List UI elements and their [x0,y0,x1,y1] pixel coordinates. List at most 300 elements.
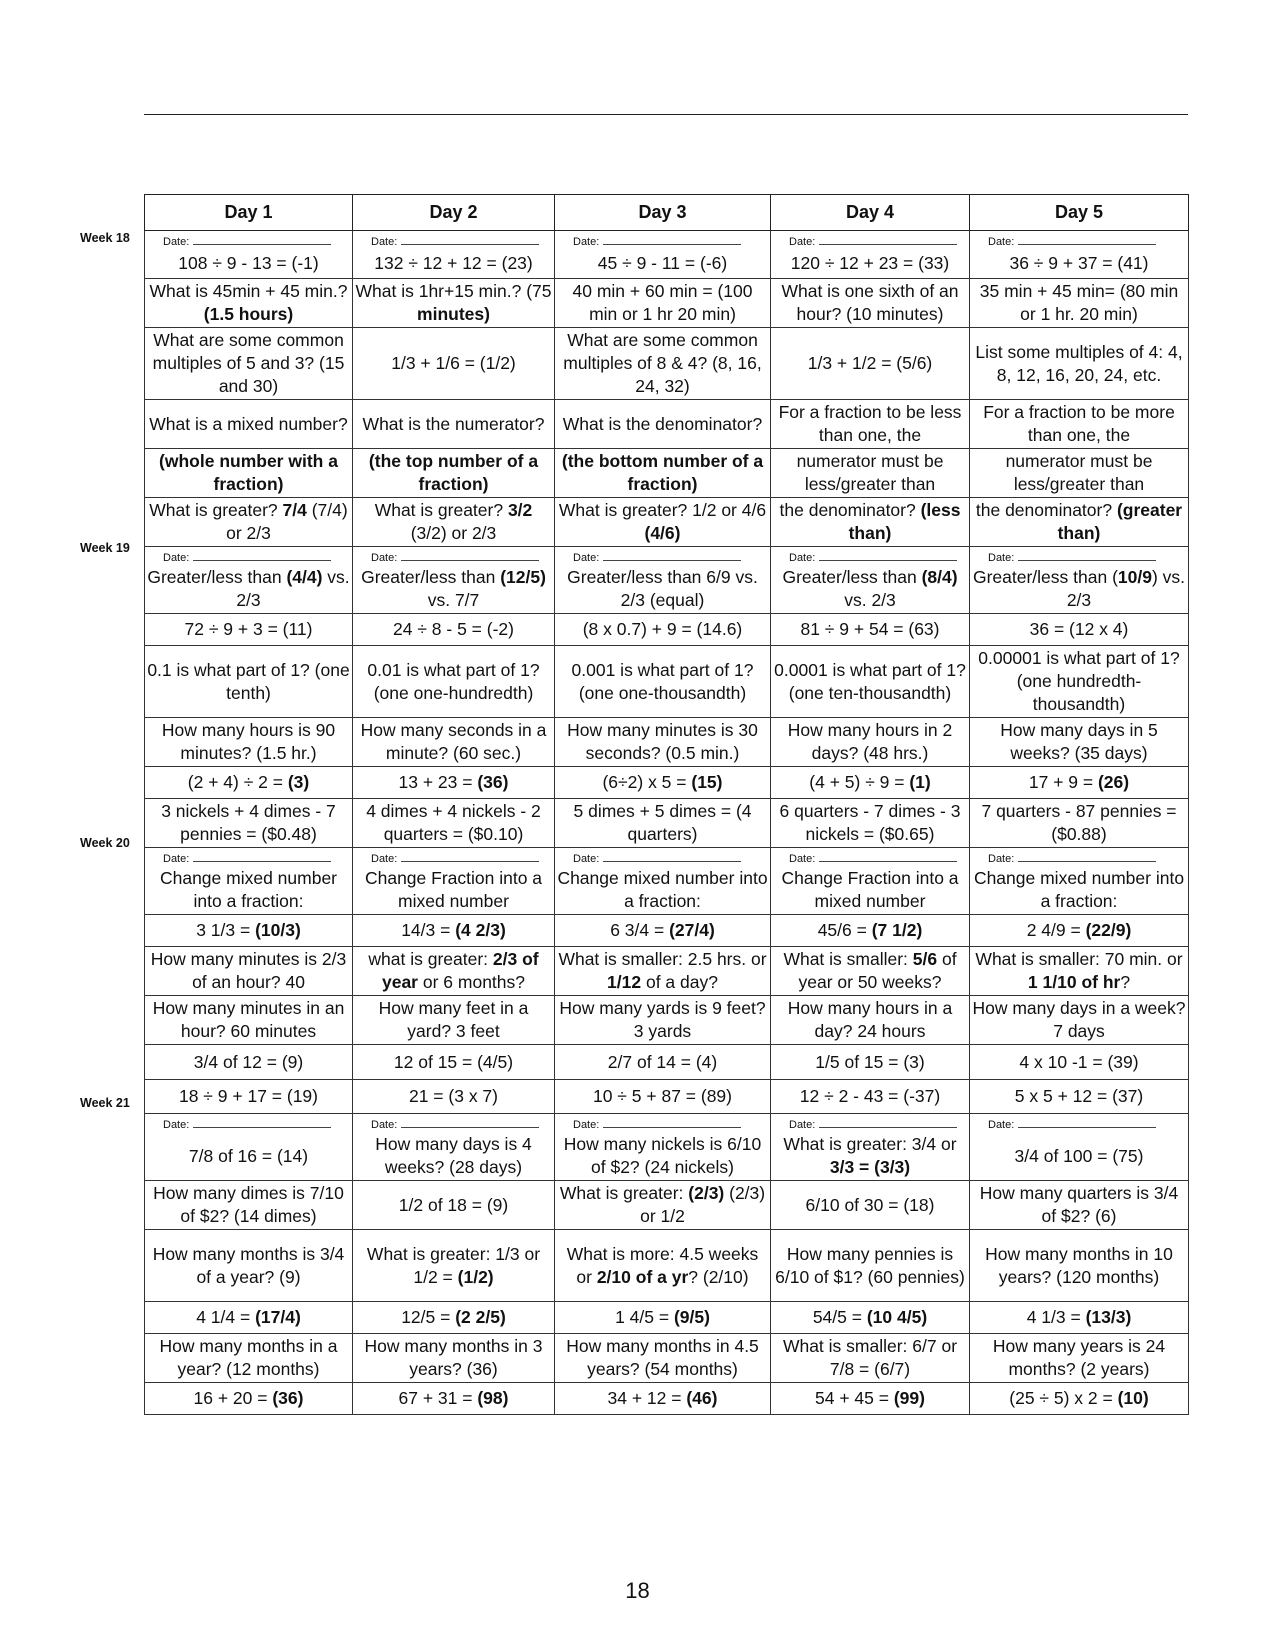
problem-cell [555,449,771,498]
table-row [145,565,1189,614]
date-field[interactable] [145,547,353,566]
answer-text: (whole number with a fraction) [159,451,338,494]
problem-cell [970,947,1189,996]
problem-text: 4 dimes + 4 nickels - 2 quarters = ($0.10) [366,801,541,844]
date-field[interactable] [555,848,771,867]
date-field[interactable] [771,848,970,867]
problem-cell [145,799,353,848]
date-blank-line [819,234,957,245]
answer-text: (1/2) [457,1266,494,1287]
problem-text: 120 ÷ 12 + 23 = (33) [790,253,950,273]
problem-text: For a fraction to be more than one, the [983,402,1175,445]
table-body [145,231,1189,1415]
problem-cell [145,614,353,646]
problem-cell [771,1181,970,1230]
problem-cell [353,328,555,400]
problem-cell [555,915,771,947]
problem-cell [555,498,771,547]
date-label: Date: [573,1119,600,1131]
date-blank-line [401,550,539,561]
problem-cell [555,947,771,996]
answer-text: (4 2/3) [455,920,506,940]
problem-cell [771,1045,970,1080]
problem-text: Change mixed number into a fraction: [973,868,1185,911]
date-field[interactable] [353,547,555,566]
problem-text: What is a mixed number? [149,413,348,434]
problem-cell [771,249,970,279]
answer-text: (7 1/2) [871,920,923,940]
answer-text: (12/5) [500,567,546,587]
problem-cell [555,1132,771,1181]
problem-text: What is greater? [374,500,508,520]
problem-text: 4 x 10 -1 = (39) [1019,1051,1139,1072]
date-blank-line [193,550,331,561]
problem-cell [145,1230,353,1302]
problem-text: What is the numerator? [362,413,545,434]
problem-cell [145,1181,353,1230]
problem-text: 0.01 is what part of 1? (one one-hundredth) [367,659,540,703]
problem-text: 1 4/5 = [615,1307,674,1327]
problem-text: (7/4) or 2/3 [226,500,348,543]
table-row [145,1181,1189,1230]
problem-cell [145,449,353,498]
problem-text: What are some common multiples of 5 and 3? (15 and 30) [152,330,345,396]
date-field[interactable] [771,547,970,566]
problem-text: 81 ÷ 9 + 54 = (63) [800,619,940,639]
problem-cell [145,996,353,1045]
problem-text: Change mixed number into a fraction: [159,868,338,911]
answer-text: (greater than) [1057,500,1183,543]
table-row [145,866,1189,915]
problem-text: How many days in 5 weeks? (35 days) [1000,720,1158,763]
problem-text: (6÷2) x 5 = [602,772,692,792]
problem-text: How many months is 3/4 of a year? (9) [152,1243,345,1287]
answer-text: 3/3 = (3/3) [829,1157,911,1177]
problem-text: 13 + 23 = [398,772,478,792]
header-row [145,195,1189,231]
problem-text: How many feet in a yard? 3 feet [378,998,529,1041]
problem-text: 0.00001 is what part of 1? (one hundredth-thousandth) [978,648,1180,714]
problem-text: the denominator? [779,500,921,520]
problem-text: 1/5 of 15 = (3) [815,1051,925,1072]
answer-text: (99) [893,1388,925,1408]
problem-text: How many yards is 9 feet? 3 yards [559,998,766,1041]
problem-text: 1/2 of 18 = (9) [398,1194,509,1215]
answer-text: (26) [1097,772,1130,792]
problem-cell [771,1383,970,1415]
problem-text: What is 1hr+15 min.? (75 [355,281,552,301]
problem-text: 21 = (3 x 7) [408,1086,498,1106]
table-row [145,1132,1189,1181]
problem-cell [145,498,353,547]
problem-text: What is 45min + 45 min.? [149,281,348,301]
date-field[interactable] [970,231,1189,250]
problem-text: How many years is 24 months? (2 years) [992,1336,1166,1379]
header-day-5: Day 5 [970,195,1189,231]
problem-cell [771,1334,970,1383]
problem-cell [970,565,1189,614]
problem-text: How many hours in a day? 24 hours [787,998,953,1041]
date-blank-line [819,550,957,561]
problem-text: How many hours is 90 minutes? (1.5 hr.) [161,720,336,763]
answer-text: (4/6) [644,523,681,543]
problem-text: 45 ÷ 9 - 11 = (-6) [597,253,728,273]
table-row [145,767,1189,799]
answer-text: (4/4) [286,567,323,587]
answer-text: (17/4) [255,1307,301,1327]
date-blank-line [819,851,957,862]
problem-text: ) vs. 2/3 [1066,567,1186,610]
problem-cell [970,400,1189,449]
date-blank-line [1018,1117,1156,1128]
problem-text: (2 + 4) ÷ 2 = [187,772,288,792]
problem-text: numerator must be less/greater than [1005,451,1153,494]
header-day-4: Day 4 [771,195,970,231]
problem-text: Greater/less than [361,567,501,587]
problem-cell [555,1334,771,1383]
date-label: Date: [573,552,600,564]
date-field[interactable] [145,1114,353,1133]
answer-text: (13/3) [1085,1307,1132,1327]
answer-text: 7/4 [282,500,307,520]
week-label: Week 18 [80,231,130,245]
problem-cell [970,799,1189,848]
problem-text: How many minutes is 2/3 of an hour? 40 [150,949,347,992]
problem-cell [353,1383,555,1415]
problem-text: 34 + 12 = [607,1388,687,1408]
problem-cell [771,767,970,799]
problem-text: of year or 50 weeks? [798,949,957,992]
problem-cell [555,279,771,328]
problem-text: vs. 7/7 [427,590,480,610]
problem-text: 17 + 9 = [1028,772,1098,792]
date-field[interactable] [145,231,353,250]
problem-cell [771,866,970,915]
problem-cell [771,1230,970,1302]
answer-text: (10 4/5) [866,1307,928,1327]
problem-text: 4 1/3 = [1026,1307,1086,1327]
answer-text: 1 1/10 of hr [1027,972,1121,992]
problem-cell [970,498,1189,547]
header-day-3: Day 3 [555,195,771,231]
problem-cell [145,565,353,614]
problem-cell [555,565,771,614]
date-label: Date: [789,236,816,248]
problem-text: What is smaller: 70 min. or [975,949,1183,969]
table-row [145,279,1189,328]
problem-cell [145,1045,353,1080]
problem-cell [353,565,555,614]
date-field[interactable] [353,231,555,250]
problem-text: 6/10 of 30 = (18) [805,1194,935,1215]
problem-text: What is more: 4.5 weeks or [566,1243,759,1287]
problem-cell [555,1383,771,1415]
week-label: Week 21 [80,1096,130,1110]
problem-text: 2/7 of 14 = (4) [607,1051,718,1072]
problem-cell [353,767,555,799]
problem-text: (8 x 0.7) + 9 = (14.6) [582,619,743,639]
answer-text: (8/4) [921,567,958,587]
answer-text: 10/9 [1117,567,1152,587]
date-label: Date: [988,853,1015,865]
problem-text: How many dimes is 7/10 of $2? (14 dimes) [153,1183,344,1226]
problem-cell [771,915,970,947]
problem-cell [970,328,1189,400]
date-label: Date: [789,552,816,564]
answer-text: (27/4) [669,920,715,940]
answer-text: (9/5) [673,1307,710,1327]
problem-text: vs. 2/3 [236,567,350,610]
problem-cell [353,249,555,279]
answer-text: (the bottom number of a fraction) [561,451,764,494]
problem-cell [353,718,555,767]
answer-text: (2 2/5) [455,1307,506,1327]
problem-cell [555,718,771,767]
date-blank-line [603,851,741,862]
table-row [145,718,1189,767]
problem-cell [145,1132,353,1181]
answer-text: 2/10 of a yr [596,1266,689,1287]
problem-cell [970,1045,1189,1080]
problem-text: Greater/less than 6/9 vs. 2/3 (equal) [567,567,758,610]
problem-text: How many months in 3 years? (36) [364,1336,543,1379]
problem-text: (4 + 5) ÷ 9 = [809,772,910,792]
problem-text: Greater/less than ( [972,567,1118,587]
problem-cell [353,1334,555,1383]
problem-cell [771,449,970,498]
date-row [145,231,1189,250]
problem-cell [555,996,771,1045]
table-row [145,498,1189,547]
problem-text: the denominator? [975,500,1117,520]
problem-cell [145,718,353,767]
date-blank-line [193,234,331,245]
header-day-2: Day 2 [353,195,555,231]
date-label: Date: [371,1119,398,1131]
date-label: Date: [988,236,1015,248]
date-field[interactable] [555,1114,771,1133]
date-blank-line [819,1117,957,1128]
problem-text: How many pennies is 6/10 of $1? (60 pennies) [775,1243,965,1287]
problem-cell [353,996,555,1045]
math-review-table [144,194,1189,1415]
table-row [145,947,1189,996]
problem-cell [555,646,771,718]
problem-cell [970,449,1189,498]
problem-text: 40 min + 60 min = (100 min or 1 hr 20 min) [572,281,753,324]
table-row [145,1302,1189,1334]
problem-cell [353,1230,555,1302]
table-row [145,449,1189,498]
table-row [145,646,1189,718]
problem-text: ? (2/10) [688,1266,749,1287]
answer-text: (1.5 hours) [203,304,294,324]
problem-text: 1/3 + 1/6 = (1/2) [391,353,516,373]
problem-cell [555,1230,771,1302]
problem-text: 7 quarters - 87 pennies = ($0.88) [981,801,1177,844]
date-blank-line [193,1117,331,1128]
problem-cell [353,1080,555,1114]
date-row [145,848,1189,867]
date-blank-line [401,1117,539,1128]
problem-cell [771,646,970,718]
answer-text: (10) [1117,1388,1149,1408]
date-field[interactable] [353,1114,555,1133]
problem-text: 3 1/3 = [196,920,256,940]
week-label: Week 20 [80,836,130,850]
problem-cell [771,328,970,400]
answer-text: (22/9) [1085,920,1132,940]
date-blank-line [603,1117,741,1128]
problem-cell [970,996,1189,1045]
problem-cell [353,1045,555,1080]
problem-cell [145,400,353,449]
date-label: Date: [371,552,398,564]
problem-text: What is smaller: 6/7 or 7/8 = (6/7) [782,1336,958,1379]
problem-cell [145,915,353,947]
problem-cell [353,1132,555,1181]
date-label: Date: [371,236,398,248]
answer-text: (46) [686,1388,718,1408]
date-field[interactable] [771,231,970,250]
problem-text: How many months in 10 years? (120 months) [985,1243,1173,1287]
problem-text: 16 + 20 = [193,1388,273,1408]
problem-cell [555,328,771,400]
date-label: Date: [163,1119,190,1131]
problem-cell [353,449,555,498]
problem-text: or 6 months? [418,972,525,992]
date-blank-line [1018,234,1156,245]
problem-text: 72 ÷ 9 + 3 = (11) [184,619,313,639]
answer-text: minutes) [417,304,490,324]
answer-text: 1/12 [607,972,642,992]
problem-cell [353,915,555,947]
date-field[interactable] [555,231,771,250]
problem-text: Change mixed number into a fraction: [557,868,768,911]
problem-cell [970,718,1189,767]
problem-cell [145,767,353,799]
problem-cell [771,1132,970,1181]
problem-cell [145,1334,353,1383]
problem-text: 54/5 = [812,1307,867,1327]
problem-text: List some multiples of 4: 4, 8, 12, 16, 20, 24, etc. [975,341,1183,385]
problem-text: 5 dimes + 5 dimes = (4 quarters) [573,801,752,844]
problem-text: 54 + 45 = [815,1388,894,1408]
page-number: 18 [625,1578,650,1603]
problem-cell [145,1302,353,1334]
problem-text: 5 x 5 + 12 = (37) [1014,1086,1144,1106]
date-field[interactable] [970,1114,1189,1133]
answer-text: (15) [691,772,723,792]
problem-text: What is greater: 1/3 or 1/2 = [366,1243,541,1287]
problem-cell [145,279,353,328]
problem-cell [771,799,970,848]
problem-cell [771,996,970,1045]
date-label: Date: [163,853,190,865]
problem-text: numerator must be less/greater than [796,451,944,494]
date-field[interactable] [555,547,771,566]
problem-cell [970,1334,1189,1383]
problem-text: 18 ÷ 9 + 17 = (19) [178,1086,318,1106]
problem-cell [145,866,353,915]
problem-cell [771,279,970,328]
date-field[interactable] [970,547,1189,566]
problem-cell [145,328,353,400]
answer-text: 3/2 [507,500,533,520]
table-row [145,1230,1189,1302]
top-rule [144,114,1188,115]
week-label: Week 19 [80,541,130,555]
table-row [145,799,1189,848]
problem-cell [970,1132,1189,1181]
problem-text: 3/4 of 12 = (9) [193,1051,304,1072]
problem-text: ? [1120,972,1131,992]
problem-cell [970,614,1189,646]
problem-text: For a fraction to be less than one, the [778,402,962,445]
problem-cell [970,767,1189,799]
problem-cell [555,1181,771,1230]
problem-cell [353,400,555,449]
date-label: Date: [988,552,1015,564]
problem-cell [771,565,970,614]
problem-text: 24 ÷ 8 - 5 = (-2) [393,619,514,639]
problem-text: How many hours in 2 days? (48 hrs.) [787,720,953,763]
problem-text: How many nickels is 6/10 of $2? (24 nickels) [563,1134,762,1177]
problem-text: 35 min + 45 min= (80 min or 1 hr. 20 min) [979,281,1179,324]
date-blank-line [401,234,539,245]
problem-text: How many minutes in an hour? 60 minutes [152,998,345,1041]
problem-text: 67 + 31 = [398,1388,478,1408]
date-blank-line [603,234,741,245]
answer-text: (the top number of a fraction) [368,451,539,494]
problem-text: 36 ÷ 9 + 37 = (41) [1009,253,1149,273]
problem-cell [555,1080,771,1114]
date-field[interactable] [771,1114,970,1133]
problem-cell [353,279,555,328]
date-label: Date: [789,1119,816,1131]
table-row [145,249,1189,279]
date-field[interactable] [970,848,1189,867]
problem-cell [353,614,555,646]
date-field[interactable] [145,848,353,867]
problem-text: Change Fraction into a mixed number [364,868,543,911]
problem-text: (2/3) or 1/2 [640,1183,766,1226]
problem-text: How many months in a year? (12 months) [159,1336,338,1379]
answer-text: (3) [287,772,310,792]
date-row [145,547,1189,566]
problem-cell [555,400,771,449]
problem-cell [771,718,970,767]
problem-text: Change Fraction into a mixed number [781,868,959,911]
problem-text: 3/4 of 100 = (75) [1014,1145,1144,1166]
problem-text: 14/3 = [401,920,456,940]
table-row [145,400,1189,449]
problem-cell [555,1045,771,1080]
problem-text: What is one sixth of an hour? (10 minutes) [781,281,959,324]
problem-cell [145,646,353,718]
date-blank-line [1018,550,1156,561]
problem-text: 0.1 is what part of 1? (one tenth) [147,659,350,703]
problem-text: 132 ÷ 12 + 12 = (23) [374,253,533,273]
date-field[interactable] [353,848,555,867]
date-blank-line [401,851,539,862]
problem-text: vs. 2/3 [844,590,896,610]
answer-text: 5/6 [912,949,938,969]
problem-cell [555,799,771,848]
problem-text: 12/5 = [401,1307,456,1327]
problem-text: What is greater? 1/2 or 4/6 [558,500,767,520]
answer-text: (36) [477,772,509,792]
